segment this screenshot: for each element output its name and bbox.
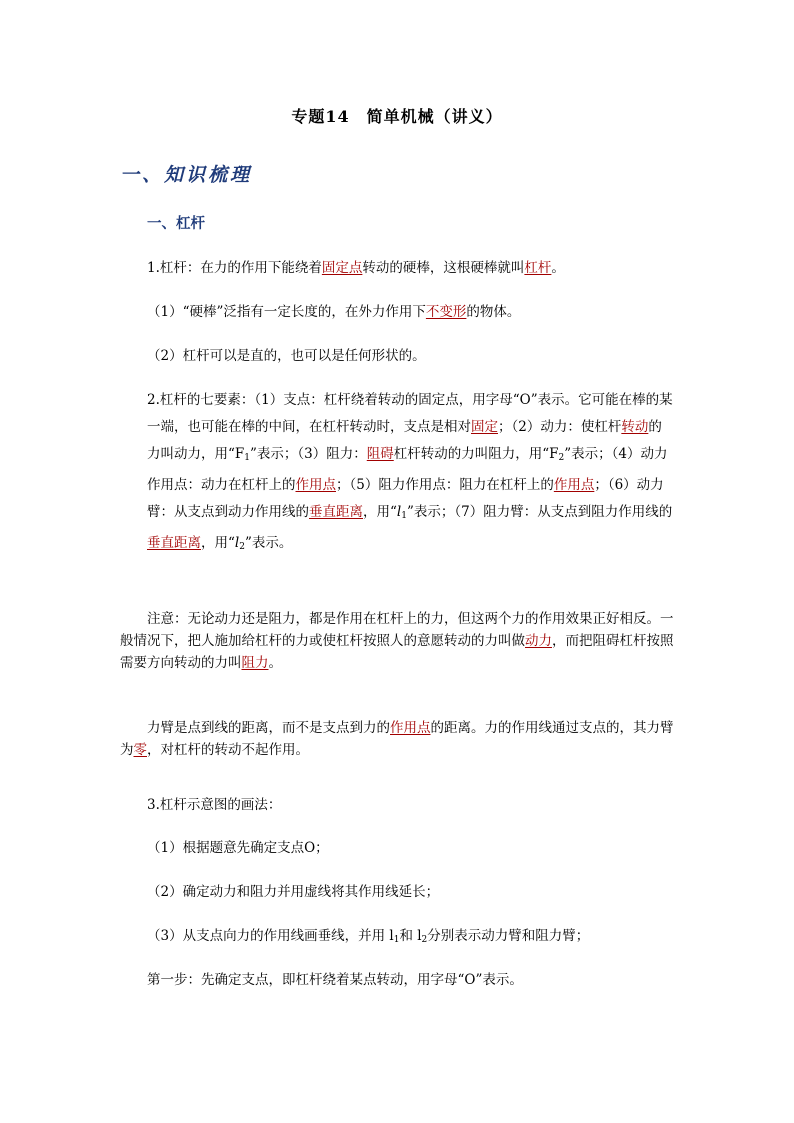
section-heading: 一、知识梳理 — [120, 164, 253, 186]
answer-fixed: 固定 — [471, 419, 498, 435]
answer-point: 作用点 — [295, 477, 336, 493]
answer-zero: 零 — [133, 742, 147, 758]
answer-perp-distance: 垂直距离 — [147, 535, 201, 551]
text: 的物体。 — [466, 304, 521, 320]
answer-no-deform: 不变形 — [425, 304, 467, 320]
text: 。 — [268, 655, 282, 671]
text: 2.杠杆的七要素：（1）支点：杠杆绕着转动的固定点，用字母“O”表示。它可能在棒的某一端，也可能在棒的中间，在杠杆转动时，支点是相对 — [147, 392, 673, 435]
seven-elements-paragraph — [147, 387, 675, 561]
note-1 — [147, 302, 675, 322]
method-step-1: （1）根据题意先确定支点O； — [147, 840, 329, 856]
text: 的力叫动力，用“F — [147, 419, 662, 462]
subscript: 1 — [393, 935, 400, 945]
answer-resistance: 阻力 — [241, 655, 269, 671]
answer-hinder: 阻碍 — [366, 446, 394, 462]
text: ”表示；（3）阻力： — [250, 446, 367, 462]
text: ；（5）阻力作用点：阻力在杠杆上的 — [336, 477, 554, 493]
answer-point: 作用点 — [553, 477, 595, 493]
text: 杠杆转动的力叫阻力，用“F — [393, 446, 559, 462]
answer-point: 作用点 — [390, 720, 431, 736]
symbol-l: l — [396, 504, 402, 520]
answer-fixed-point: 固定点 — [321, 260, 363, 276]
text: ”表示；（4）动力作用点：动力在杠杆上的 — [147, 446, 668, 493]
answer-power: 动力 — [525, 633, 552, 649]
subscript: 1 — [244, 453, 251, 463]
text: ，用“ — [363, 504, 397, 520]
text: ；（6）动力臂：从支点到动力作用线的 — [147, 477, 664, 520]
subsection-heading: 一、杠杆 — [147, 215, 205, 232]
answer-rotate: 转动 — [621, 419, 649, 435]
text: 和 l — [399, 928, 422, 944]
subscript: 2 — [421, 935, 428, 945]
definition-paragraph — [147, 258, 675, 278]
text: ，对杠杆的转动不起作用。 — [147, 742, 309, 758]
symbol-l: l — [234, 535, 240, 551]
text: 。 — [551, 260, 565, 276]
text: 转动的硬棒，这根硬棒就叫 — [362, 260, 525, 276]
note-2: （2）杠杆可以是直的，也可以是任何形状的。 — [147, 348, 426, 364]
answer-perp-distance: 垂直距离 — [309, 504, 363, 520]
text: ”表示。 — [244, 535, 293, 551]
method-step-2: （2）确定动力和阻力并用虚线将其作用线延长； — [147, 884, 440, 900]
text: ”表示；（7）阻力臂：从支点到阻力作用线的 — [406, 504, 673, 520]
text: 的距离。力的作用线通过支点的，其力臂为 — [120, 720, 674, 758]
text: 分别表示动力臂和阻力臂； — [427, 928, 590, 944]
text: （3）从支点向力的作用线画垂线，并用 l — [147, 928, 394, 944]
subscript: 2 — [239, 542, 245, 552]
document-title: 专题14 简单机械（讲义） — [291, 107, 503, 126]
subscript: 2 — [558, 453, 565, 463]
text: ，而把阻碍杠杆按照需要方向转动的力叫 — [120, 633, 674, 671]
method-step-3 — [147, 926, 675, 950]
text: ，用“ — [201, 535, 235, 551]
text: （1）“硬棒”泛指有一定长度的，在外力作用下 — [147, 304, 426, 320]
subscript: 1 — [401, 511, 407, 521]
text: 1.杠杆：在力的作用下能绕着 — [147, 260, 322, 276]
text: ；（2）动力：使杠杆 — [498, 419, 622, 435]
answer-lever: 杠杆 — [524, 260, 552, 276]
method-title: 3.杠杆示意图的画法： — [147, 797, 282, 813]
text: 注意：无论动力还是阻力，都是作用在杠杆上的力，但这两个力的作用效果正好相反。一般情况下，把人施加给杠杆的力或使杠杆按照人的意愿转动的力叫做 — [120, 611, 674, 649]
first-step: 第一步：先确定支点，即杠杆绕着某点转动，用字母“O”表示。 — [147, 972, 523, 988]
text: 力臂是点到线的距离，而不是支点到力的 — [147, 720, 390, 736]
arm-paragraph — [120, 717, 676, 761]
attention-paragraph — [120, 608, 676, 674]
